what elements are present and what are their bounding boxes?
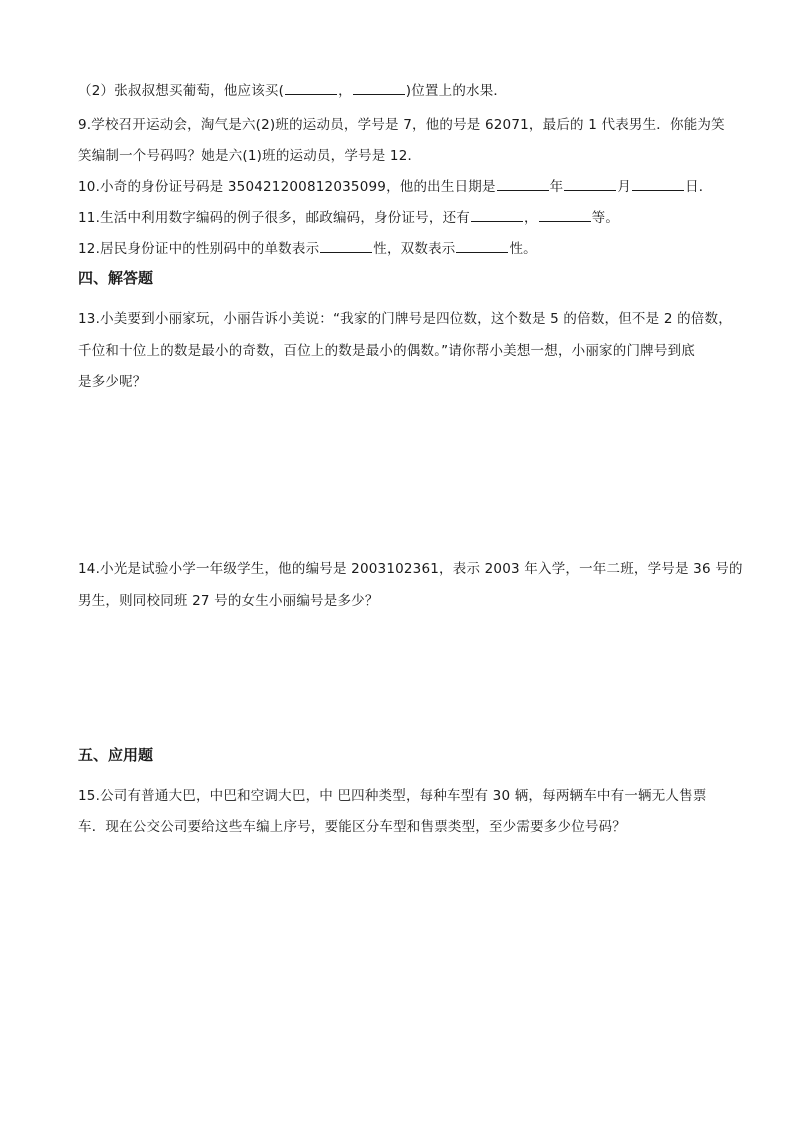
separator: ， xyxy=(523,210,538,226)
answer-blank[interactable] xyxy=(471,207,523,222)
question-9-line-1: 9.学校召开运动会，淘气是六(2)班的运动员，学号是 7，他的号是 62071，最后的 1 代表男生．你能为笑 xyxy=(78,117,725,133)
answer-blank[interactable] xyxy=(285,80,337,95)
question-15-line-2: 车．现在公交公司要给这些车编上序号，要能区分车型和售票类型，至少需要多少位号码？ xyxy=(78,819,626,835)
section-heading-4: 四、解答题 xyxy=(78,269,154,287)
question-14-line-1: 14.小光是试验小学一年级学生，他的编号是 2003102361，表示 2003 年入学，一年二班，学号是 36 号的 xyxy=(78,561,743,577)
question-11 xyxy=(78,207,619,228)
question-text: 性，双数表示 xyxy=(373,241,456,257)
answer-blank[interactable] xyxy=(456,238,508,253)
question-8-part-2 xyxy=(78,80,507,101)
question-14-line-2: 男生，则同校同班 27 号的女生小丽编号是多少？ xyxy=(78,593,379,609)
answer-blank[interactable] xyxy=(539,207,591,222)
question-15-line-1: 15.公司有普通大巴，中巴和空调大巴，中 巴四种类型，每种车型有 30 辆，每两辆车中有一辆无人售票 xyxy=(78,788,707,804)
question-text: （2）张叔叔想买葡萄，他应该买( xyxy=(78,83,285,99)
question-13-line-1: 13.小美要到小丽家玩，小丽告诉小美说：“我家的门牌号是四位数，这个数是 5 的倍数，但不是 2 的倍数， xyxy=(78,311,732,327)
question-text: 10.小奇的身份证号码是 350421200812035099，他的出生日期是 xyxy=(78,179,496,195)
month-blank[interactable] xyxy=(564,176,616,191)
question-text: 等。 xyxy=(591,210,620,226)
question-13-line-3: 是多少呢？ xyxy=(78,374,147,390)
answer-blank[interactable] xyxy=(353,80,405,95)
question-text: 12.居民身份证中的性别码中的单数表示 xyxy=(78,241,320,257)
question-text: )位置上的水果． xyxy=(405,83,508,99)
question-12 xyxy=(78,238,537,259)
question-13-line-2: 千位和十位上的数是最小的奇数，百位上的数是最小的偶数。”请你帮小美想一想，小丽家的门牌号到底 xyxy=(78,343,695,359)
answer-blank[interactable] xyxy=(320,238,372,253)
day-blank[interactable] xyxy=(632,176,684,191)
year-label: 年 xyxy=(549,179,564,195)
section-heading-5: 五、应用题 xyxy=(78,746,154,764)
question-9-line-2: 笑编制一个号码吗？她是六(1)班的运动员，学号是 12． xyxy=(78,148,422,164)
question-10 xyxy=(78,176,712,197)
month-label: 月 xyxy=(617,179,632,195)
question-text: 11.生活中利用数字编码的例子很多，邮政编码，身份证号，还有 xyxy=(78,210,470,226)
separator: ， xyxy=(338,83,352,99)
question-text: 性。 xyxy=(509,241,537,257)
day-label: 日． xyxy=(685,179,713,195)
year-blank[interactable] xyxy=(497,176,549,191)
